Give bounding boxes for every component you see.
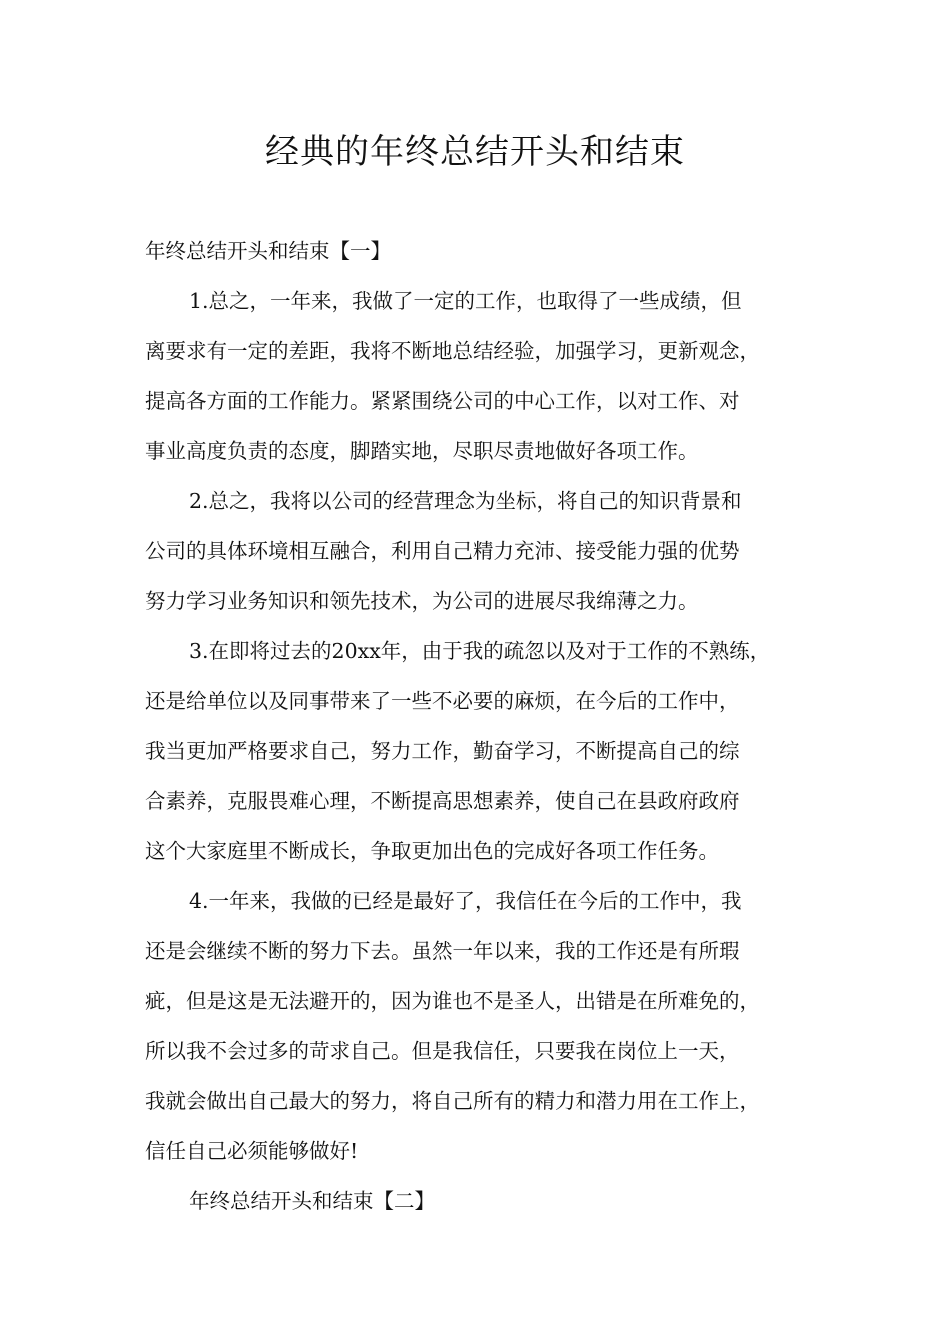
text-line: 疵，但是这是无法避开的，因为谁也不是圣人，出错是在所难免的， xyxy=(145,989,760,1013)
text-line: 2.总之，我将以公司的经营理念为坐标，将自己的知识背景和 xyxy=(189,489,742,513)
text-line: 公司的具体环境相互融合，利用自己精力充沛、接受能力强的优势 xyxy=(145,539,740,563)
text-line: 合素养，克服畏难心理，不断提高思想素养，使自己在县政府政府 xyxy=(145,789,740,813)
text-line: 所以我不会过多的苛求自己。但是我信任，只要我在岗位上一天， xyxy=(145,1039,740,1063)
text-line: 事业高度负责的态度，脚踏实地，尽职尽责地做好各项工作。 xyxy=(145,439,699,463)
text-line: 年终总结开头和结束【二】 xyxy=(189,1189,435,1213)
text-line: 努力学习业务知识和领先技术，为公司的进展尽我绵薄之力。 xyxy=(145,589,699,613)
text-line: 4.一年来，我做的已经是最好了，我信任在今后的工作中，我 xyxy=(189,889,742,913)
text-line: 3.在即将过去的20xx年，由于我的疏忽以及对于工作的不熟练， xyxy=(189,639,771,663)
text-line: 我就会做出自己最大的努力，将自己所有的精力和潜力用在工作上， xyxy=(145,1089,760,1113)
text-line: 1.总之，一年来，我做了一定的工作，也取得了一些成绩，但 xyxy=(189,289,742,313)
text-line: 还是给单位以及同事带来了一些不必要的麻烦，在今后的工作中， xyxy=(145,689,740,713)
page-title: 经典的年终总结开头和结束 xyxy=(265,132,685,172)
text-line: 离要求有一定的差距，我将不断地总结经验，加强学习，更新观念， xyxy=(145,339,760,363)
text-line: 我当更加严格要求自己，努力工作，勤奋学习，不断提高自己的综 xyxy=(145,739,740,763)
text-line: 年终总结开头和结束【一】 xyxy=(145,239,391,263)
text-line: 提高各方面的工作能力。紧紧围绕公司的中心工作，以对工作、对 xyxy=(145,389,740,413)
text-line: 这个大家庭里不断成长，争取更加出色的完成好各项工作任务。 xyxy=(145,839,719,863)
text-line: 信任自己必须能够做好! xyxy=(145,1139,359,1163)
text-line: 还是会继续不断的努力下去。虽然一年以来，我的工作还是有所瑕 xyxy=(145,939,740,963)
document-body xyxy=(145,226,825,1226)
